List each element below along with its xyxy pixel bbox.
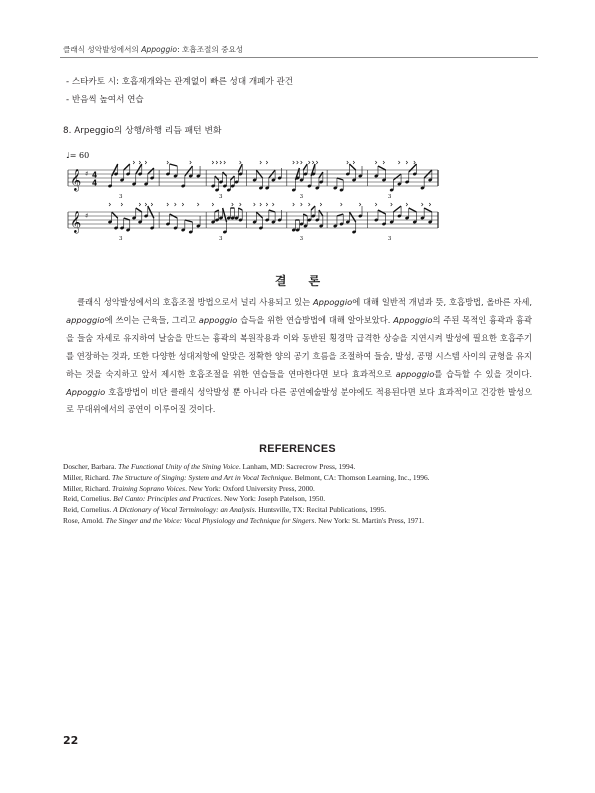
reference-author: Miller, Richard. [63,472,112,482]
reference-publisher: . New York: St. Martin's Press, 1971. [314,515,424,525]
note-beam [319,172,323,178]
accent-mark [406,203,408,206]
time-sig-bottom: 4 [92,178,98,188]
accent-mark [254,203,256,206]
paragraph-text: 클래식 성악발성에서의 호흡조절 방법으로서 널리 사용되고 있는 [77,297,313,307]
sharp-sign: ♯ [85,212,89,220]
note-beam [311,206,315,210]
accent-mark [272,203,274,206]
note-beam [170,164,178,166]
accent-mark [391,203,393,206]
accent-mark [190,161,192,164]
accent-mark [145,203,147,206]
tuplet-number: 3 [299,194,304,200]
accent-mark [224,161,226,164]
reference-title: The Singer and the Voice: Vocal Physiology and Technique for Singers [105,515,315,525]
accent-mark [167,161,169,164]
accent-mark [353,161,355,164]
tuplet-number: 3 [218,194,223,200]
reference-item [63,484,430,495]
accent-mark [421,203,423,206]
accent-mark [429,203,431,206]
italic-term: appoggio [66,314,105,325]
note-beam [349,212,355,222]
accent-mark [145,161,147,164]
accent-mark [266,161,268,164]
note-beam [238,208,242,210]
note-beam [337,178,343,180]
reference-title: The Structure of Singing: System and Art in Vocal Technique [111,472,291,482]
reference-title: Bel Canto: Principles and Practices [113,494,221,504]
note-beam [409,208,417,212]
reference-publisher: . Lanham, MD: Sacrecrow Press, 1994. [238,462,356,471]
reference-author: Rose, Arnold. [63,515,106,525]
accent-mark [320,203,322,206]
note-beam [136,208,142,212]
note-beam [393,206,401,212]
reference-publisher: . New York: Oxford University Press, 2000. [185,483,315,493]
music-score [64,148,444,243]
accent-mark [375,161,377,164]
accent-mark [266,203,268,206]
tuplet-number: 3 [119,194,123,200]
page-number: 22 [63,734,79,747]
accent-mark [260,161,262,164]
reference-author: Reid, Cornelius. [63,505,114,515]
accent-mark [212,203,214,206]
treble-clef-icon: 𝄞 [70,169,82,191]
accent-mark [383,161,385,164]
paragraph-text: 습득을 위한 연습방법에 대해 알아보았다. [237,314,394,325]
accent-mark [347,161,349,164]
accent-mark [139,203,141,206]
reference-item [63,505,430,516]
running-header-em: Appoggio [141,45,178,54]
accent-mark [398,161,400,164]
accent-mark [308,203,310,206]
accent-mark [232,203,234,206]
accent-mark [260,203,262,206]
running-header-pre: 클래식 성악발성에서의 [63,45,142,54]
note-beam [349,164,355,170]
tempo-marking: ♩= 60 [66,151,90,160]
accent-mark [308,161,310,164]
note-beam [238,164,242,172]
accent-mark [167,203,169,206]
reference-item [63,473,430,484]
tuplet-number: 3 [218,236,223,242]
accent-mark [182,203,184,206]
running-header [63,44,243,55]
accent-mark [297,161,299,164]
tuplet-number: 3 [387,236,392,242]
treble-clef-icon: 𝄞 [70,211,82,233]
bullet-item: - 스타카토 시: 호흡재개와는 관계없이 빠른 성대 개폐가 관건 [66,77,294,87]
italic-term: Appoggio [66,386,106,397]
note-beam [124,164,130,170]
accent-mark [197,203,199,206]
conclusion-paragraph [66,294,532,419]
note-beam [303,164,307,170]
note-beam [393,174,401,180]
header-rule [60,57,538,58]
reference-item [63,516,430,527]
reference-publisher: . Huntsville, TX: Recital Publications, 1995. [254,505,387,515]
note-beam [269,210,275,212]
italic-term: appoggio [395,368,435,379]
bullet-item: - 반음씩 높여서 연습 [66,95,144,105]
reference-author: Doscher, Barbara. [63,462,119,471]
conclusion-title: 결론 [274,274,343,288]
note-beam [319,210,323,216]
note-beam [409,164,417,172]
tuplet-number: 3 [387,194,392,200]
paragraph-text: 를 습득할 수 있을 것이다. [434,368,533,379]
note-beam [378,166,386,170]
paragraph-text: 호흡방법이 비단 클래식 성악발성 뿐 아니라 다른 공연예술발성 분야에도 적용된다면 보다 효과적이고 건강한 발성으로 무대위에서의 공연이 이루어질 것이다. [66,386,532,415]
reference-publisher: . Belmont, CA: Thomson Learning, Inc., 1996. [290,472,430,482]
accent-mark [301,203,303,206]
accent-mark [341,203,343,206]
accent-mark [312,161,314,164]
note-beam [256,212,262,218]
accent-mark [293,203,295,206]
accent-mark [240,203,242,206]
reference-item [63,494,430,505]
reference-author: Reid, Cornelius. [63,494,114,504]
accent-mark [121,203,123,206]
section-heading: 8. Arpeggio의 상행/하행 리듬 패턴 변화 [63,126,222,136]
accent-mark [301,161,303,164]
accent-mark [316,161,318,164]
sharp-sign: ♯ [85,170,89,178]
accent-mark [293,161,295,164]
note-beam [112,212,118,218]
running-header-post: : 호흡조절의 중요성 [177,45,244,54]
accent-mark [212,161,214,164]
note-beam [185,166,193,176]
note-beam [185,220,193,222]
bullet-list [66,73,293,109]
accent-mark [151,203,153,206]
accent-mark [133,161,135,164]
reference-author: Miller, Richard. [63,483,112,493]
note-beam [136,164,142,174]
note-beam [148,168,154,174]
reference-item [63,462,430,473]
accent-mark [216,161,218,164]
references-title: REFERENCES [259,443,336,455]
paragraph-text: 에 쓰이는 근육들, 그리고 [104,314,199,325]
paragraph-text: 의 주된 목적인 흉곽과 흉곽을 들숨 자세로 유지하여 날숨을 만드는 흉곽의 복원작용과 이와 동반된 횡경막 급격한 상승을 지연시켜 발성에 필요한 호흡주기를 연장하는 것과, 또한 다양한 성대저항에 알맞은 정확한 양의 공기 흐름을 조절하여 들숨, 발성, 공명 시스템 사이의 균형을 유지하는 것을 숙지하고 앞서 제시한 호흡조절을 위한 연습들을 연마한다면 보다 효과적으로 [66,314,532,379]
accent-mark [220,161,222,164]
paragraph-text: 에 대해 일반적 개념과 뜻, 호흡방법, 올바른 자세, [352,297,532,307]
accent-mark [240,161,242,164]
accent-mark [406,161,408,164]
tuplet-number: 3 [299,236,304,242]
references-list [63,462,430,527]
accent-mark [375,203,377,206]
accent-mark [109,203,111,206]
italic-term: Appoggio [393,314,433,325]
reference-title: Training Soprano Voices [111,483,186,493]
reference-publisher: . New York: Joseph Patelson, 1950. [220,494,326,504]
tuplet-number: 3 [119,236,123,242]
accent-mark [139,161,141,164]
accent-mark [359,203,361,206]
italic-term: Appoggio [313,297,353,307]
accent-mark [414,161,416,164]
reference-title: The Functional Unity of the Sining Voice [118,462,239,471]
accent-mark [175,203,177,206]
reference-title: A Dictionary of Vocal Terminology: an Analysis [113,505,255,515]
note-beam [424,208,432,212]
time-sig-top: 4 [92,170,98,180]
note-beam [215,210,219,212]
italic-term: appoggio [198,314,238,325]
